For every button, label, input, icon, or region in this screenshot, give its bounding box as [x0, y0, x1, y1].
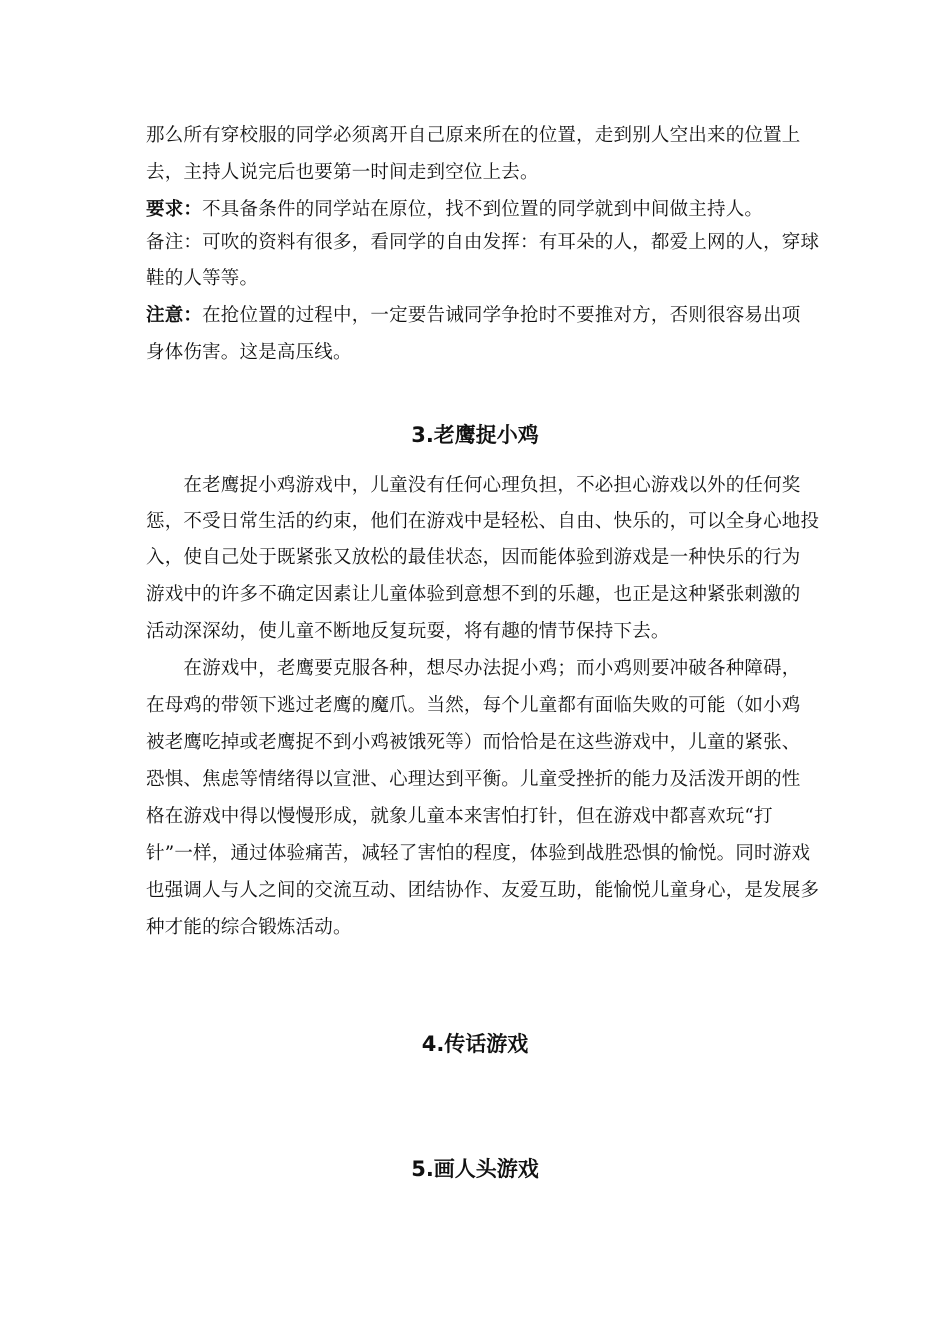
paragraph-line: 格在游戏中得以慢慢形成，就象儿童本来害怕打针，但在游戏中都喜欢玩“打	[146, 806, 773, 827]
paragraph-line: 惩，不受日常生活的约束，他们在游戏中是轻松、自由、快乐的，可以全身心地投	[146, 511, 820, 532]
paragraph-line: 入，使自己处于既紧张又放松的最佳状态，因而能体验到游戏是一种快乐的行为	[146, 547, 801, 568]
section-heading: 4.传话游戏	[421, 1032, 529, 1056]
requirement-line	[146, 198, 763, 222]
paragraph-line: 种才能的综合锻炼活动。	[146, 917, 352, 938]
requirement-label: 要求：	[146, 199, 203, 220]
section-heading: 5.画人头游戏	[411, 1157, 539, 1181]
warning-line: 身体伤害。这是高压线。	[146, 342, 352, 363]
paragraph-line: 在游戏中，老鹰要克服各种，想尽办法捉小鸡；而小鸡则要冲破各种障碍，	[146, 658, 801, 679]
requirement-text: 不具备条件的同学站在原位，找不到位置的同学就到中间做主持人。	[202, 199, 764, 220]
paragraph-line: 活动深深幼，使儿童不断地反复玩耍，将有趣的情节保持下去。	[146, 621, 670, 642]
warning-line	[146, 304, 801, 328]
paragraph-line: 在老鹰捉小鸡游戏中，儿童没有任何心理负担，不必担心游戏以外的任何奖	[146, 475, 801, 496]
paragraph-line: 在母鸡的带领下逃过老鹰的魔爪。当然，每个儿童都有面临失败的可能（如小鸡	[146, 695, 801, 716]
section-heading: 3.老鹰捉小鸡	[411, 423, 539, 447]
paragraph-line: 游戏中的许多不确定因素让儿童体验到意想不到的乐趣，也正是这种紧张刺激的	[146, 584, 801, 605]
paragraph-line: 被老鹰吃掉或老鹰捉不到小鸡被饿死等）而恰恰是在这些游戏中，儿童的紧张、	[146, 732, 801, 753]
warning-label: 注意：	[146, 305, 203, 326]
paragraph-line: 去，主持人说完后也要第一时间走到空位上去。	[146, 162, 539, 183]
paragraph-line: 也强调人与人之间的交流互动、团结协作、友爱互助，能愉悦儿童身心，是发展多	[146, 880, 820, 901]
warning-text: 在抢位置的过程中，一定要告诫同学争抢时不要推对方，否则很容易出项	[202, 305, 801, 326]
paragraph-line: 针”一样，通过体验痛苦，减轻了害怕的程度，体验到战胜恐惧的愉悦。同时游戏	[146, 843, 811, 864]
note-line: 鞋的人等等。	[146, 268, 259, 289]
note-line: 备注：可吹的资料有很多，看同学的自由发挥：有耳朵的人，都爱上网的人，穿球	[146, 232, 820, 253]
paragraph-line: 那么所有穿校服的同学必须离开自己原来所在的位置，走到别人空出来的位置上	[146, 125, 801, 146]
paragraph-line: 恐惧、焦虑等情绪得以宣泄、心理达到平衡。儿童受挫折的能力及活泼开朗的性	[146, 769, 801, 790]
